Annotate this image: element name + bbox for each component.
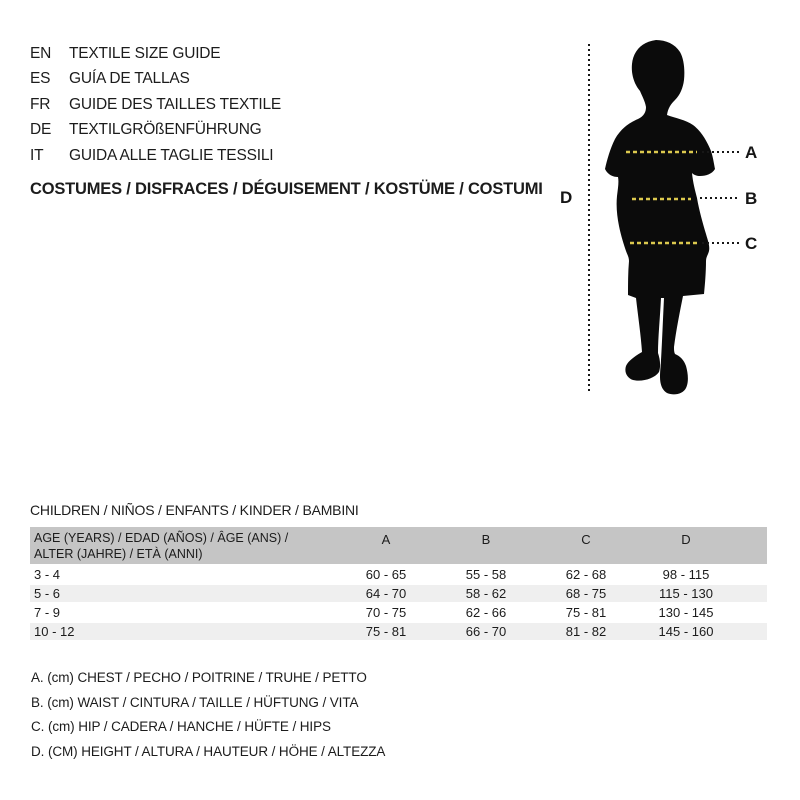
label-d: D: [560, 188, 573, 207]
child-silhouette-shape: [605, 40, 715, 394]
age-header-line2: ALTER (JAHRE) / ETÀ (ANNI): [34, 546, 203, 561]
column-header-c: C: [581, 532, 591, 547]
label-c: C: [745, 234, 758, 253]
value-cell-b: 62 - 66: [465, 605, 507, 620]
child-silhouette: [600, 38, 720, 398]
age-column-header: [30, 527, 336, 564]
table-row: [30, 623, 767, 642]
value-cell-a: 70 - 75: [365, 605, 407, 620]
legend-line-chest: A. (cm) CHEST / PECHO / POITRINE / TRUHE / PETTO: [31, 670, 367, 685]
legend-line-hip: C. (cm) HIP / CADERA / HANCHE / HÜFTE / HIPS: [31, 719, 331, 735]
value-cell-b: 66 - 70: [465, 624, 507, 639]
value-cell-c: 81 - 82: [565, 624, 607, 639]
age-cell: 7 - 9: [34, 605, 61, 620]
value-cell-c: 75 - 81: [565, 605, 607, 620]
language-row-es: [30, 67, 281, 93]
label-b: B: [745, 189, 758, 208]
table-row: [30, 585, 767, 604]
language-title: TEXTILE SIZE GUIDE: [69, 44, 221, 62]
value-cell-a: 60 - 65: [365, 567, 407, 582]
children-section-title: CHILDREN / NIÑOS / ENFANTS / KINDER / BAMBINI: [30, 502, 359, 518]
value-cell-d: 115 - 130: [659, 586, 713, 601]
value-cell-a: 75 - 81: [365, 624, 407, 639]
category-title: COSTUMES / DISFRACES / DÉGUISEMENT / KOSTÜME / COSTUMI: [30, 180, 543, 198]
language-list: [30, 41, 281, 169]
value-cell-b: 58 - 62: [465, 586, 507, 601]
language-title: GUÍA DE TALLAS: [69, 70, 190, 88]
height-measure-dotted-line: [588, 44, 590, 393]
legend-line-height: D. (CM) HEIGHT / ALTURA / HAUTEUR / HÖHE / ALTEZZA: [31, 743, 386, 759]
value-cell-b: 55 - 58: [465, 567, 507, 582]
measure-legend: [31, 666, 385, 764]
language-code: ES: [30, 70, 51, 88]
language-code: IT: [30, 146, 44, 164]
language-row-fr: [30, 92, 281, 118]
label-a: A: [745, 143, 758, 162]
language-title: TEXTILGRÖßENFÜHRUNG: [69, 121, 262, 139]
age-cell: 3 - 4: [34, 567, 61, 582]
table-row: [30, 566, 767, 585]
value-cell-d: 130 - 145: [658, 605, 714, 620]
hip-leader-line: [702, 242, 740, 244]
column-header-b: B: [481, 532, 491, 547]
age-cell: 10 - 12: [34, 624, 75, 639]
language-row-de: [30, 118, 281, 144]
language-code: DE: [30, 121, 52, 139]
column-header-a: A: [381, 532, 391, 547]
value-cell-d: 145 - 160: [658, 624, 714, 639]
language-code: FR: [30, 95, 51, 113]
value-cell-c: 68 - 75: [565, 586, 607, 601]
language-code: EN: [30, 44, 52, 62]
waist-leader-line: [700, 197, 740, 199]
size-table: [30, 527, 767, 642]
language-title: GUIDA ALLE TAGLIE TESSILI: [69, 146, 274, 164]
value-cell-c: 62 - 68: [565, 567, 607, 582]
value-cell-a: 64 - 70: [365, 586, 407, 601]
chest-leader-line: [702, 151, 740, 153]
age-cell: 5 - 6: [34, 586, 61, 601]
table-header-row: [30, 527, 767, 566]
column-header-d: D: [681, 532, 691, 547]
value-cell-d: 98 - 115: [662, 567, 710, 582]
language-title: GUIDE DES TAILLES TEXTILE: [69, 95, 282, 113]
table-row: [30, 604, 767, 623]
age-header-line1: AGE (YEARS) / EDAD (AÑOS) / ÂGE (ANS) /: [34, 531, 289, 545]
language-row-en: [30, 41, 281, 67]
legend-line-waist: B. (cm) WAIST / CINTURA / TAILLE / HÜFTUNG / VITA: [31, 694, 359, 710]
language-row-it: [30, 143, 281, 169]
